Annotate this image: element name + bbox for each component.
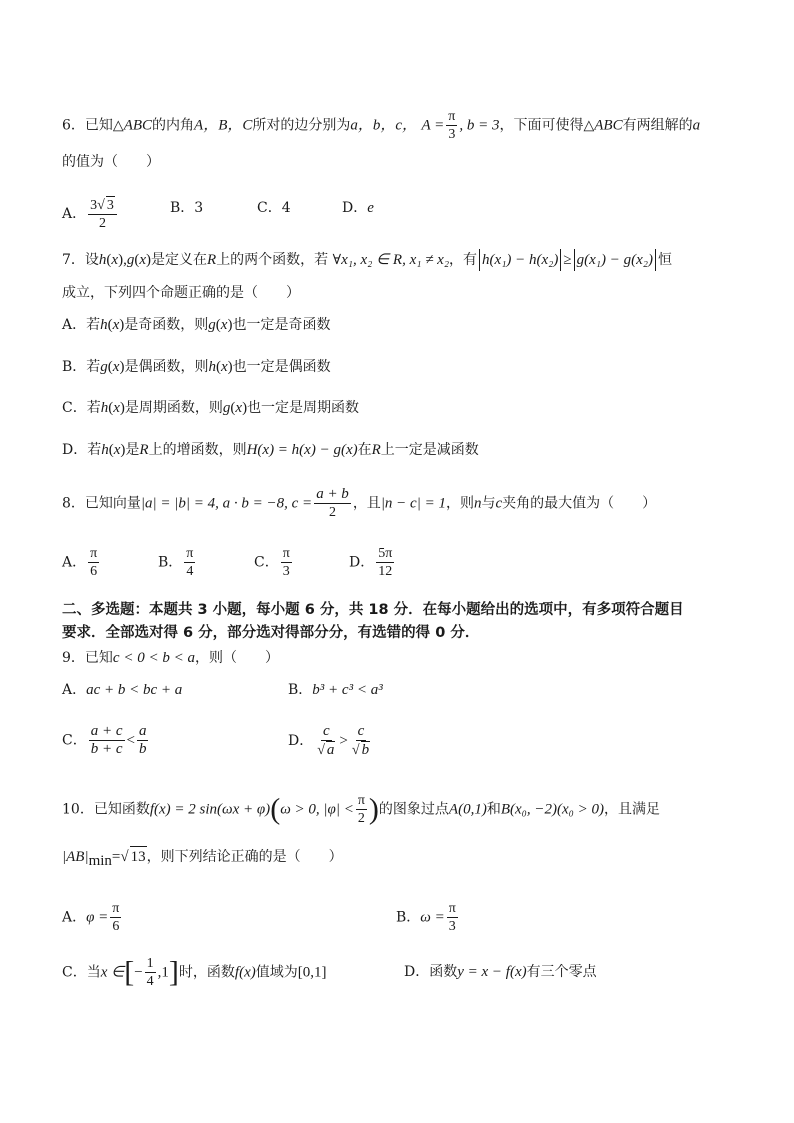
q7-math: g (222, 400, 231, 416)
q8-math: |a| = |b| = 4, a · b = −8, c = (140, 495, 313, 512)
q7-math: h (98, 252, 107, 268)
q9-math: c < 0 < b < a (112, 650, 195, 666)
option-label: C． (62, 732, 87, 749)
q7-option-a: A．若h(x)是奇函数，则g(x)也一定是奇函数 (62, 317, 331, 333)
q8-text: ，且 (352, 495, 381, 512)
q6-option-b: B．3 (170, 200, 204, 216)
option-label: B． (288, 682, 313, 698)
q7-text: ，有 (449, 252, 478, 268)
q7-math: x (113, 400, 120, 416)
fraction-denominator: b + c (90, 741, 123, 757)
q7-math: ≥ (563, 252, 572, 268)
q7-math: g (208, 317, 216, 333)
fraction-denominator: 2 (98, 216, 106, 231)
q10-stem-line1: 10．已知函数f(x) = 2 sin(ωx + φ)(ω > 0, |φ| < $\frac{\pi}{2}$ )的图象过点A(0,1)和B(x₀, −2)(x₀ > 0)，且满足 (62, 792, 660, 826)
q8-text: 8．已知向量 (62, 495, 141, 512)
option-label: D． (342, 200, 368, 216)
q8-math: n (473, 495, 482, 512)
q7-stem-line1: 7．设h(x),g(x)是定义在R上的两个函数，若 ∀x₁, x₂ ∈ R, x₁ ≠ x₂，有 h(x₁) − h(x₂) ≥ g(x₁) − g(x₂) 恒 (62, 249, 672, 271)
q7-math: h (208, 359, 216, 375)
q7-text: 7．设 (62, 252, 99, 268)
q10-text: 时，函数 (178, 964, 235, 981)
q6-math: A = (421, 117, 445, 134)
q10-text: ，则下列结论正确的是（ ） (146, 849, 343, 865)
section-heading-line1: 二、多选题：本题共 3 小题，每小题 6 分，共 18 分．在每小题给出的选项中，有多项符合题目 (62, 602, 684, 618)
q6-option-d (342, 198, 374, 218)
q7-stem-line2: 成立，下列四个命题正确的是（ ） (62, 285, 300, 301)
q9-text: 9．已知 (62, 650, 113, 666)
q7-math: x₁, x₂ ∈ R, x₁ ≠ x₂ (341, 252, 450, 268)
q7-math: x (235, 400, 243, 416)
q10-math: f(x) (234, 964, 256, 981)
q7-math: h (100, 400, 109, 416)
q8-option-a (62, 545, 101, 580)
q7-math: h (101, 442, 109, 458)
q6-text: 的内角 (152, 117, 195, 134)
q6-math: , b = 3 (459, 117, 500, 134)
fraction-denominator: 6 (112, 919, 120, 934)
q8-option-d (349, 545, 396, 580)
q7-math: R (207, 252, 217, 268)
q6-text: 已知△ (84, 117, 124, 134)
option-fraction (89, 723, 125, 758)
q10-option-b (396, 900, 460, 935)
q7-text: 恒 (658, 252, 672, 268)
fraction-denominator: 2 (329, 505, 336, 520)
q6-text: 有两组解的 (622, 117, 693, 134)
q10-text: 的图象过点 (378, 801, 449, 818)
math-operator: > (339, 733, 348, 749)
q9-stem (62, 648, 279, 668)
q7-text: 上的两个函数，若 ∀ (216, 252, 342, 268)
q7-math: x (111, 252, 119, 268)
section-heading-line2: 要求．全部选对得 6 分，部分选对得部分分，有选错的得 0 分． (62, 625, 480, 641)
q7-math: h (100, 317, 108, 333)
q8-vector-fraction (314, 486, 351, 521)
fraction-numerator: a + c (90, 723, 123, 739)
q7-text: 上的增函数，则 (148, 442, 247, 458)
fraction-denominator: 6 (90, 564, 98, 579)
option-fraction: $\frac{c}{√ b}$ (351, 723, 370, 758)
q6-math: a，b，c， (350, 117, 418, 134)
q7-text: 是周期函数，则 (124, 400, 223, 416)
sqrt-radicand: 13 (130, 846, 147, 867)
q10-text: ，且满足 (603, 801, 660, 818)
q8-text: 夹角的最大值为（ ） (502, 495, 657, 512)
q10-math: f(x) = 2 sin(ωx + φ) (149, 801, 271, 818)
option-fraction: $\frac{c}{√ a}$ (317, 723, 335, 758)
q7-option-b: B．若g(x)是偶函数，则h(x)也一定是偶函数 (62, 359, 331, 375)
q10-option-c: C．当x ∈[− $\frac{1}{4}$ ,1]时，函数f(x)值域为[0,1] (62, 955, 327, 989)
q10-option-d (404, 962, 597, 982)
q10-text: C．当 (62, 964, 101, 981)
fraction-numerator: π (448, 109, 456, 124)
q7-math: x (220, 359, 228, 375)
fraction-numerator: π (186, 546, 194, 561)
q10-text: 和 (486, 801, 501, 818)
fraction-denominator: 4 (186, 564, 194, 579)
q7-math: g(x₁) − g(x₂) (576, 252, 653, 268)
q7-math: x (113, 442, 121, 458)
q7-option-c: C．若h(x)是周期函数，则g(x)也一定是周期函数 (62, 400, 360, 416)
q8-text: 与 (481, 495, 496, 512)
q10-math: − (134, 964, 143, 981)
q9-option-c (62, 723, 150, 758)
q6-angle-fraction (446, 108, 457, 143)
q7-math: h(x₁) − h(x₂) (482, 252, 559, 268)
q10-math: x ∈ (100, 964, 125, 981)
option-label: A． (62, 206, 87, 222)
q9-option-a (62, 680, 182, 700)
q10-math: ,1 (157, 964, 169, 981)
q7-math: x (220, 317, 228, 333)
q8-math: c (495, 495, 503, 512)
q6-text: 所对的边分别为 (252, 117, 351, 134)
option-label: A． (62, 909, 87, 926)
option-fraction (281, 545, 292, 580)
q6-option-a-fraction: $\frac{3√ 3}{2}$ (88, 196, 117, 232)
option-value: ac + b < bc + a (86, 682, 183, 698)
option-fraction (376, 545, 394, 580)
fraction-numerator: a (138, 723, 147, 739)
fraction-numerator: π (112, 901, 120, 916)
q7-text: 也一定是周期函数 (247, 400, 360, 416)
q10-condition-fraction (356, 792, 367, 827)
q7-text: 在 (357, 442, 372, 458)
fraction-denominator: 12 (378, 564, 393, 579)
math-operator: < (126, 732, 135, 749)
q10-option-a (62, 900, 123, 935)
option-label: B． (396, 909, 421, 926)
q6-option-c: C．4 (257, 200, 291, 216)
fraction-numerator: π (448, 901, 456, 916)
fraction-denominator: 3 (448, 127, 456, 142)
q10-subscript: min (88, 852, 112, 869)
q10-text: 10．已知函数 (62, 801, 150, 818)
q10-text: D．函数 (404, 964, 458, 980)
option-label: C． (254, 554, 279, 571)
q10-math: ω > 0, |φ| < (280, 801, 354, 818)
q8-stem (62, 486, 656, 521)
q10-text: 值域为 (255, 964, 298, 981)
q7-math: x (112, 359, 120, 375)
q7-text: B．若 (62, 359, 101, 375)
option-label: D． (349, 554, 375, 571)
fraction-numerator: c (357, 723, 365, 739)
q7-text: 上一定是减函数 (380, 442, 479, 458)
q6-math: a (692, 117, 701, 134)
q6-option-a (62, 196, 119, 232)
q7-math: x (139, 252, 147, 268)
q8-text: ，则 (445, 495, 474, 512)
fraction-numerator: 1 (146, 956, 154, 971)
option-label: A． (62, 682, 87, 698)
sqrt-radicand: 3 (106, 198, 114, 213)
q7-text: 是偶函数，则 (124, 359, 209, 375)
fraction-numerator: a + b (316, 486, 349, 502)
fraction-denominator: 2 (357, 811, 365, 826)
q7-math: x (112, 317, 120, 333)
q6-text: ，下面可使得△ (499, 117, 595, 134)
q8-math: |n − c| = 1 (380, 495, 446, 512)
fraction-numerator: 5π (378, 546, 393, 561)
q10-math: y = x − f(x) (457, 964, 527, 980)
q7-text: 也一定是奇函数 (232, 317, 331, 333)
option-fraction (88, 545, 99, 580)
fraction-numerator: π (282, 546, 290, 561)
q7-math: H(x) = h(x) − g(x) (246, 442, 358, 458)
q6-number: 6． (62, 117, 85, 134)
fraction-denominator: b (138, 741, 147, 757)
q6-math: ABC (123, 117, 153, 134)
q7-text: 是定义在 (151, 252, 208, 268)
q10-math: [0,1] (297, 964, 327, 981)
fraction-denominator: 3 (448, 919, 456, 934)
q7-text: 是 (125, 442, 140, 458)
q7-math: g (126, 252, 135, 268)
option-value: b³ + c³ < a³ (312, 682, 383, 698)
q7-text: A．若 (62, 317, 101, 333)
q6-stem-line1 (62, 108, 700, 143)
q10-math: |AB| (62, 849, 89, 865)
fraction-denominator: 4 (146, 974, 154, 989)
q7-math: R (371, 442, 381, 458)
q7-option-d: D．若h(x)是R上的增函数，则H(x) = h(x) − g(x)在R上一定是减函数 (62, 442, 479, 458)
fraction-numerator: 3 (90, 198, 98, 213)
sqrt-radicand: b (361, 742, 370, 758)
q7-text: 是奇函数，则 (124, 317, 209, 333)
option-value: e (367, 200, 374, 216)
option-fraction (137, 723, 149, 758)
q10-stem-line2: $|AB|_{min}=√$ 13，则下列结论正确的是（ ） (62, 846, 343, 871)
fraction-numerator: c (322, 723, 330, 739)
option-fraction (184, 545, 195, 580)
option-fraction (447, 900, 458, 935)
q7-text: C．若 (62, 400, 101, 416)
q10-math: A(0,1) (448, 801, 487, 818)
q7-text: 也一定是偶函数 (232, 359, 331, 375)
q7-math: R (139, 442, 149, 458)
option-fraction (145, 955, 156, 990)
fraction-denominator: 3 (282, 564, 290, 579)
q6-math: ABC (594, 117, 623, 134)
q9-option-d (288, 723, 374, 759)
q10-text: 有三个零点 (526, 964, 597, 980)
option-label: A． (62, 554, 87, 571)
fraction-numerator: π (90, 546, 98, 561)
fraction-numerator: π (357, 793, 365, 808)
q6-stem-line2: 的值为（ ） (62, 154, 160, 170)
q9-text: ，则（ ） (194, 650, 279, 666)
option-value: ω = (420, 909, 445, 926)
q6-math: A，B，C (194, 117, 253, 134)
q10-math: B(x₀, −2)(x₀ > 0) (500, 801, 604, 818)
q8-option-b (158, 545, 197, 580)
q9-option-b (288, 680, 383, 700)
option-fraction (110, 900, 121, 935)
q8-option-c (254, 545, 294, 580)
sqrt-radicand: a (326, 742, 335, 758)
q10-math: = (111, 849, 121, 865)
option-label: D． (288, 733, 314, 749)
option-value: φ = (86, 909, 109, 926)
option-label: B． (158, 554, 183, 571)
q7-text: D．若 (62, 442, 102, 458)
q7-math: g (100, 359, 108, 375)
